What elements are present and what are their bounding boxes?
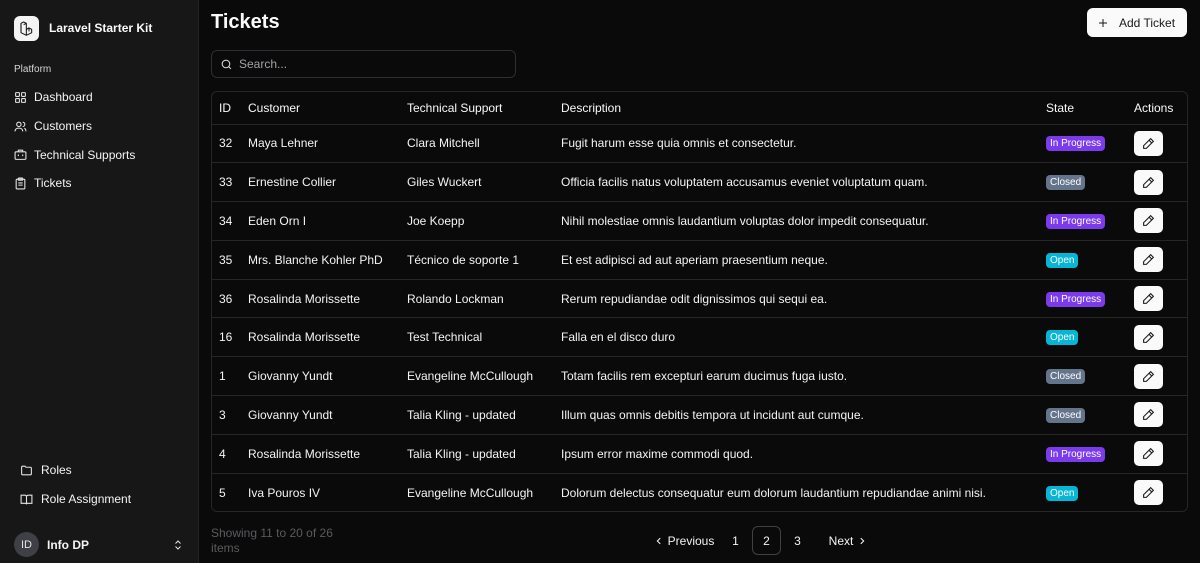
page-button-3[interactable]: 3 xyxy=(794,533,801,548)
sidebar-item-dashboard[interactable] xyxy=(0,83,198,112)
cell-id: 1 xyxy=(219,369,226,384)
users-icon xyxy=(14,120,27,133)
chevron-up-down-icon xyxy=(172,539,184,551)
cell-state xyxy=(1039,202,1127,241)
chevron-left-icon xyxy=(654,536,664,546)
sidebar-item-label: Roles xyxy=(41,463,72,478)
cell-id: 34 xyxy=(219,213,233,228)
pencil-icon xyxy=(1142,292,1155,305)
edit-ticket-button[interactable] xyxy=(1134,480,1163,505)
cell-actions xyxy=(1127,357,1188,396)
cell-actions xyxy=(1127,318,1188,357)
cell-technical-support: Talia Kling - updated xyxy=(407,407,516,422)
column-header-state: State xyxy=(1046,100,1075,115)
cell-description: Dolorum delectus consequatur eum dolorum laudantium repudiandae animi nisi. xyxy=(561,485,986,500)
pencil-icon xyxy=(1142,331,1155,344)
cell-id: 35 xyxy=(219,252,233,267)
main-nav xyxy=(0,83,198,198)
cell-state xyxy=(1039,240,1127,279)
previous-page-button[interactable] xyxy=(649,526,719,555)
status-badge: In Progress xyxy=(1046,136,1105,151)
sidebar-item-tickets[interactable] xyxy=(0,169,198,198)
briefcase-icon xyxy=(14,148,27,161)
cell-description: Rerum repudiandae odit dignissimos qui sequi ea. xyxy=(561,291,828,306)
cell-technical-support: Evangeline McCullough xyxy=(407,485,534,500)
pencil-icon xyxy=(1142,214,1155,227)
status-badge: In Progress xyxy=(1046,447,1105,462)
cell-description: Totam facilis rem excepturi earum ducimus fuga iusto. xyxy=(561,369,848,384)
cell-id: 32 xyxy=(219,136,233,151)
status-badge: In Progress xyxy=(1046,292,1105,307)
cell-state xyxy=(1039,357,1127,396)
cell-state xyxy=(1039,396,1127,435)
sidebar-item-role-assignment[interactable] xyxy=(0,485,198,514)
search-box xyxy=(211,50,516,78)
cell-technical-support: Talia Kling - updated xyxy=(407,446,516,461)
cell-actions xyxy=(1127,279,1188,318)
cell-id: 33 xyxy=(219,175,233,190)
cell-technical-support: Rolando Lockman xyxy=(407,291,504,306)
cell-state xyxy=(1039,318,1127,357)
search-input[interactable] xyxy=(239,57,499,71)
cell-customer: Mrs. Blanche Kohler PhD xyxy=(248,252,383,267)
page-button-1[interactable]: 1 xyxy=(732,533,739,548)
cell-description: Nihil molestiae omnis laudantium voluptas dolor impedit consequatur. xyxy=(561,213,929,228)
pagination-summary: Showing 11 to 20 of 26 items xyxy=(211,526,333,555)
book-icon xyxy=(20,493,33,506)
sidebar-item-label: Technical Supports xyxy=(34,147,136,162)
edit-ticket-button[interactable] xyxy=(1134,325,1163,350)
cell-state xyxy=(1039,279,1127,318)
cell-state xyxy=(1039,434,1127,473)
next-page-button[interactable] xyxy=(818,526,878,555)
sidebar-item-label: Tickets xyxy=(34,176,72,191)
cell-technical-support: Evangeline McCullough xyxy=(407,369,534,384)
cell-description: Falla en el disco duro xyxy=(561,330,676,345)
sidebar-item-customers[interactable] xyxy=(0,112,198,141)
cell-actions xyxy=(1127,434,1188,473)
user-menu[interactable] xyxy=(14,532,184,557)
table-row xyxy=(212,318,1188,357)
column-header-technical-support: Technical Support xyxy=(407,100,503,115)
page-button-2[interactable]: 2 xyxy=(752,526,781,555)
status-badge: In Progress xyxy=(1046,214,1105,229)
edit-ticket-button[interactable] xyxy=(1134,441,1163,466)
cell-technical-support: Giles Wuckert xyxy=(407,175,482,190)
edit-ticket-button[interactable] xyxy=(1134,364,1163,389)
cell-actions xyxy=(1127,240,1188,279)
column-header-customer: Customer xyxy=(248,100,301,115)
cell-actions xyxy=(1127,396,1188,435)
cell-customer: Maya Lehner xyxy=(248,136,319,151)
table-row xyxy=(212,357,1188,396)
status-badge: Closed xyxy=(1046,175,1085,190)
sidebar-item-label: Customers xyxy=(34,119,93,134)
cell-state xyxy=(1039,124,1127,163)
search-icon xyxy=(220,58,233,71)
brand-name: Laravel Starter Kit xyxy=(49,21,153,35)
cell-id: 5 xyxy=(219,485,226,500)
chevron-right-icon xyxy=(857,536,867,546)
table-row xyxy=(212,396,1188,435)
edit-ticket-button[interactable] xyxy=(1134,131,1163,156)
cell-customer: Ernestine Collier xyxy=(248,175,337,190)
table-row xyxy=(212,202,1188,241)
cell-customer: Giovanny Yundt xyxy=(248,369,333,384)
page-title: Tickets xyxy=(211,11,280,33)
main-content xyxy=(199,0,1200,563)
brand[interactable] xyxy=(0,0,198,42)
cell-technical-support: Clara Mitchell xyxy=(407,136,480,151)
cell-id: 36 xyxy=(219,291,233,306)
edit-ticket-button[interactable] xyxy=(1134,402,1163,427)
cell-state xyxy=(1039,163,1127,202)
cell-description: Fugit harum esse quia omnis et consectetur. xyxy=(561,136,797,151)
cell-actions xyxy=(1127,124,1188,163)
cell-customer: Rosalinda Morissette xyxy=(248,330,361,345)
sidebar-item-roles[interactable] xyxy=(0,456,198,485)
table-row xyxy=(212,240,1188,279)
cell-customer: Giovanny Yundt xyxy=(248,407,333,422)
cell-technical-support: Test Technical xyxy=(407,330,483,345)
column-header-actions: Actions xyxy=(1134,100,1174,115)
laravel-logo-icon xyxy=(14,16,39,41)
sidebar xyxy=(0,0,199,563)
grid-icon xyxy=(14,91,27,104)
cell-description: Illum quas omnis debitis tempora ut incidunt aut cumque. xyxy=(561,407,864,422)
cell-customer: Rosalinda Morissette xyxy=(248,446,361,461)
cell-id: 4 xyxy=(219,446,226,461)
cell-actions xyxy=(1127,202,1188,241)
table-row xyxy=(212,473,1188,512)
avatar: ID xyxy=(14,532,39,557)
edit-ticket-button[interactable] xyxy=(1134,286,1163,311)
cell-actions xyxy=(1127,473,1188,512)
cell-id: 16 xyxy=(219,330,233,345)
sidebar-item-label: Dashboard xyxy=(34,90,93,105)
cell-description: Officia facilis natus voluptatem accusamus eveniet voluptatum quam. xyxy=(561,175,928,190)
cell-description: Ipsum error maxime commodi quod. xyxy=(561,446,754,461)
cell-customer: Rosalinda Morissette xyxy=(248,291,361,306)
table-row xyxy=(212,434,1188,473)
tickets-table xyxy=(211,91,1188,512)
column-header-description: Description xyxy=(561,100,622,115)
edit-ticket-button[interactable] xyxy=(1134,247,1163,272)
pencil-icon xyxy=(1142,253,1155,266)
table-header-row xyxy=(212,92,1188,124)
cell-technical-support: Joe Koepp xyxy=(407,213,465,228)
clipboard-icon xyxy=(14,177,27,190)
cell-customer: Eden Orn I xyxy=(248,213,307,228)
edit-ticket-button[interactable] xyxy=(1134,170,1163,195)
secondary-nav xyxy=(0,456,198,513)
sidebar-item-technical-supports[interactable] xyxy=(0,140,198,169)
pencil-icon xyxy=(1142,486,1155,499)
cell-customer: Iva Pouros IV xyxy=(248,485,321,500)
pencil-icon xyxy=(1142,408,1155,421)
next-label: Next xyxy=(828,533,854,548)
sidebar-item-label: Role Assignment xyxy=(41,492,132,507)
folder-icon xyxy=(20,464,33,477)
column-header-id: ID xyxy=(219,100,231,115)
pencil-icon xyxy=(1142,137,1155,150)
pencil-icon xyxy=(1142,370,1155,383)
status-badge: Open xyxy=(1046,253,1078,268)
previous-label: Previous xyxy=(667,533,715,548)
plus-icon xyxy=(1097,17,1109,29)
pencil-icon xyxy=(1142,447,1155,460)
cell-technical-support: Técnico de soporte 1 xyxy=(407,252,520,267)
status-badge: Open xyxy=(1046,330,1078,345)
section-label: Platform xyxy=(14,64,52,75)
user-name: Info DP xyxy=(47,537,89,552)
table-row xyxy=(212,279,1188,318)
status-badge: Closed xyxy=(1046,369,1085,384)
table-body xyxy=(212,124,1188,512)
status-badge: Closed xyxy=(1046,408,1085,423)
table-row xyxy=(212,124,1188,163)
status-badge: Open xyxy=(1046,486,1078,501)
pencil-icon xyxy=(1142,176,1155,189)
add-ticket-button[interactable] xyxy=(1087,8,1187,37)
cell-state xyxy=(1039,473,1127,512)
pagination xyxy=(649,526,878,555)
table-row xyxy=(212,163,1188,202)
cell-id: 3 xyxy=(219,407,226,422)
cell-actions xyxy=(1127,163,1188,202)
add-ticket-label: Add Ticket xyxy=(1119,15,1176,30)
edit-ticket-button[interactable] xyxy=(1134,208,1163,233)
cell-description: Et est adipisci ad aut aperiam praesentium neque. xyxy=(561,252,828,267)
